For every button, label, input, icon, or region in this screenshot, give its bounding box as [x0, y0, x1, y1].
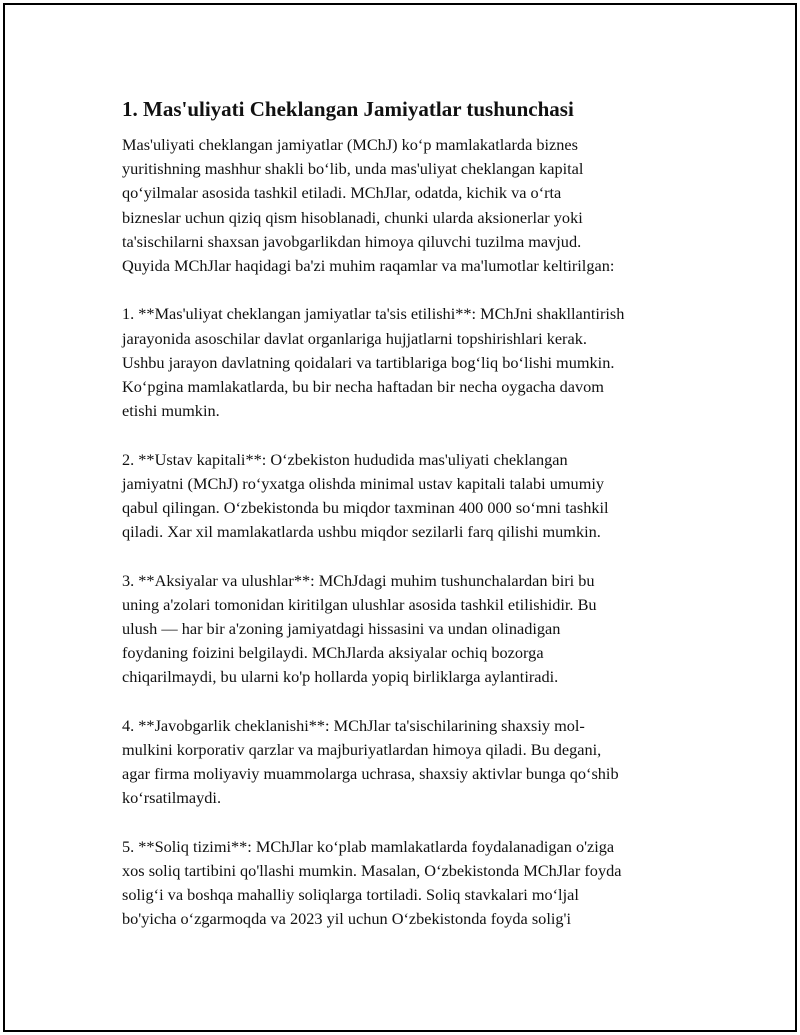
text-line: soligʻi va boshqa mahalliy soliqlarga tortiladi. Soliq stavkalari moʻljal — [122, 885, 579, 905]
text-line: jamiyatni (MChJ) roʻyxatga olishda minimal ustav kapitali talabi umumiy — [122, 473, 605, 493]
text-line: Ushbu jarayon davlatning qoidalari va tartiblariga bogʻliq boʻlishi mumkin. — [122, 352, 615, 372]
text-line: bizneslar uchun qiziq qism hisoblanadi, chunki ularda aksionerlar yoki — [122, 207, 583, 227]
text-line: Mas'uliyati cheklangan jamiyatlar (MChJ) koʻp mamlakatlarda biznes — [122, 135, 578, 154]
text-line: 2. **Ustav kapitali**: Oʻzbekiston hududida mas'uliyati cheklangan — [122, 449, 568, 469]
text-line: 1. **Mas'uliyat cheklangan jamiyatlar ta'sis etilishi**: MChJni shakllantirish — [122, 304, 625, 324]
text-line: Quyida MChJlar haqidagi ba'zi muhim raqamlar va ma'lumotlar keltirilgan: — [122, 256, 615, 276]
text-line: qoʻyilmalar asosida tashkil etiladi. MChJlar, odatda, kichik va oʻrta — [122, 183, 562, 203]
list-item-paragraph — [122, 569, 702, 690]
text-line: 3. **Aksiyalar va ulushlar**: MChJdagi muhim tushunchalardan biri bu — [122, 570, 595, 590]
text-line: yuritishning mashhur shakli boʻlib, unda mas'uliyat cheklangan kapital — [122, 159, 584, 179]
text-line: koʻrsatilmaydi. — [122, 788, 222, 808]
page-title: 1. Mas'uliyati Cheklangan Jamiyatlar tushunchasi — [122, 97, 574, 121]
text-line: foydaning foizini belgilaydi. MChJlarda aksiyalar ochiq bozorga — [122, 643, 544, 663]
text-line: Koʻpgina mamlakatlarda, bu bir necha haftadan bir necha oygacha davom — [122, 377, 604, 397]
text-line: 4. **Javobgarlik cheklanishi**: MChJlar ta'sischilarining shaxsiy mol- — [122, 715, 585, 735]
text-line: qiladi. Xar xil mamlakatlarda ushbu miqdor sezilarli farq qilishi mumkin. — [122, 522, 601, 542]
document-body — [122, 95, 702, 956]
text-line: bo'yicha oʻzgarmoqda va 2023 yil uchun Oʻzbekistonda foyda solig'i — [122, 909, 571, 929]
text-line: qabul qilingan. Oʻzbekistonda bu miqdor taxminan 400 000 soʻmni tashkil — [122, 498, 609, 518]
text-line: mulkini korporativ qarzlar va majburiyatlardan himoya qiladi. Bu degani, — [122, 740, 602, 760]
text-line: agar firma moliyaviy muammolarga uchrasa, shaxsiy aktivlar bunga qoʻshib — [122, 764, 619, 784]
text-line: ta'sischilarni shaxsan javobgarlikdan himoya qiluvchi tuzilma mavjud. — [122, 231, 582, 251]
text-line: xos soliq tartibini qo'llashi mumkin. Masalan, Oʻzbekistonda MChJlar foyda — [122, 861, 622, 881]
text-line: etishi mumkin. — [122, 401, 220, 421]
list-item-paragraph — [122, 448, 702, 545]
page-frame — [3, 3, 797, 1032]
list-item-paragraph — [122, 835, 702, 932]
text-line: ulush — har bir a'zoning jamiyatdagi hissasini va undan olinadigan — [122, 619, 561, 639]
text-line: uning a'zolari tomonidan kiritilgan ulushlar asosida tashkil etilishidir. Bu — [122, 594, 597, 614]
text-line: jarayonida asoschilar davlat organlariga hujjatlarni topshirishlari kerak. — [122, 328, 587, 348]
list-item-paragraph — [122, 714, 702, 811]
text-line: 5. **Soliq tizimi**: MChJlar koʻplab mamlakatlarda foydalanadigan o'ziga — [122, 836, 615, 856]
text-line: chiqarilmaydi, bu ularni ko'p hollarda yopiq birliklarga aylantiradi. — [122, 667, 559, 687]
intro-paragraph — [122, 133, 702, 278]
list-item-paragraph — [122, 302, 702, 423]
